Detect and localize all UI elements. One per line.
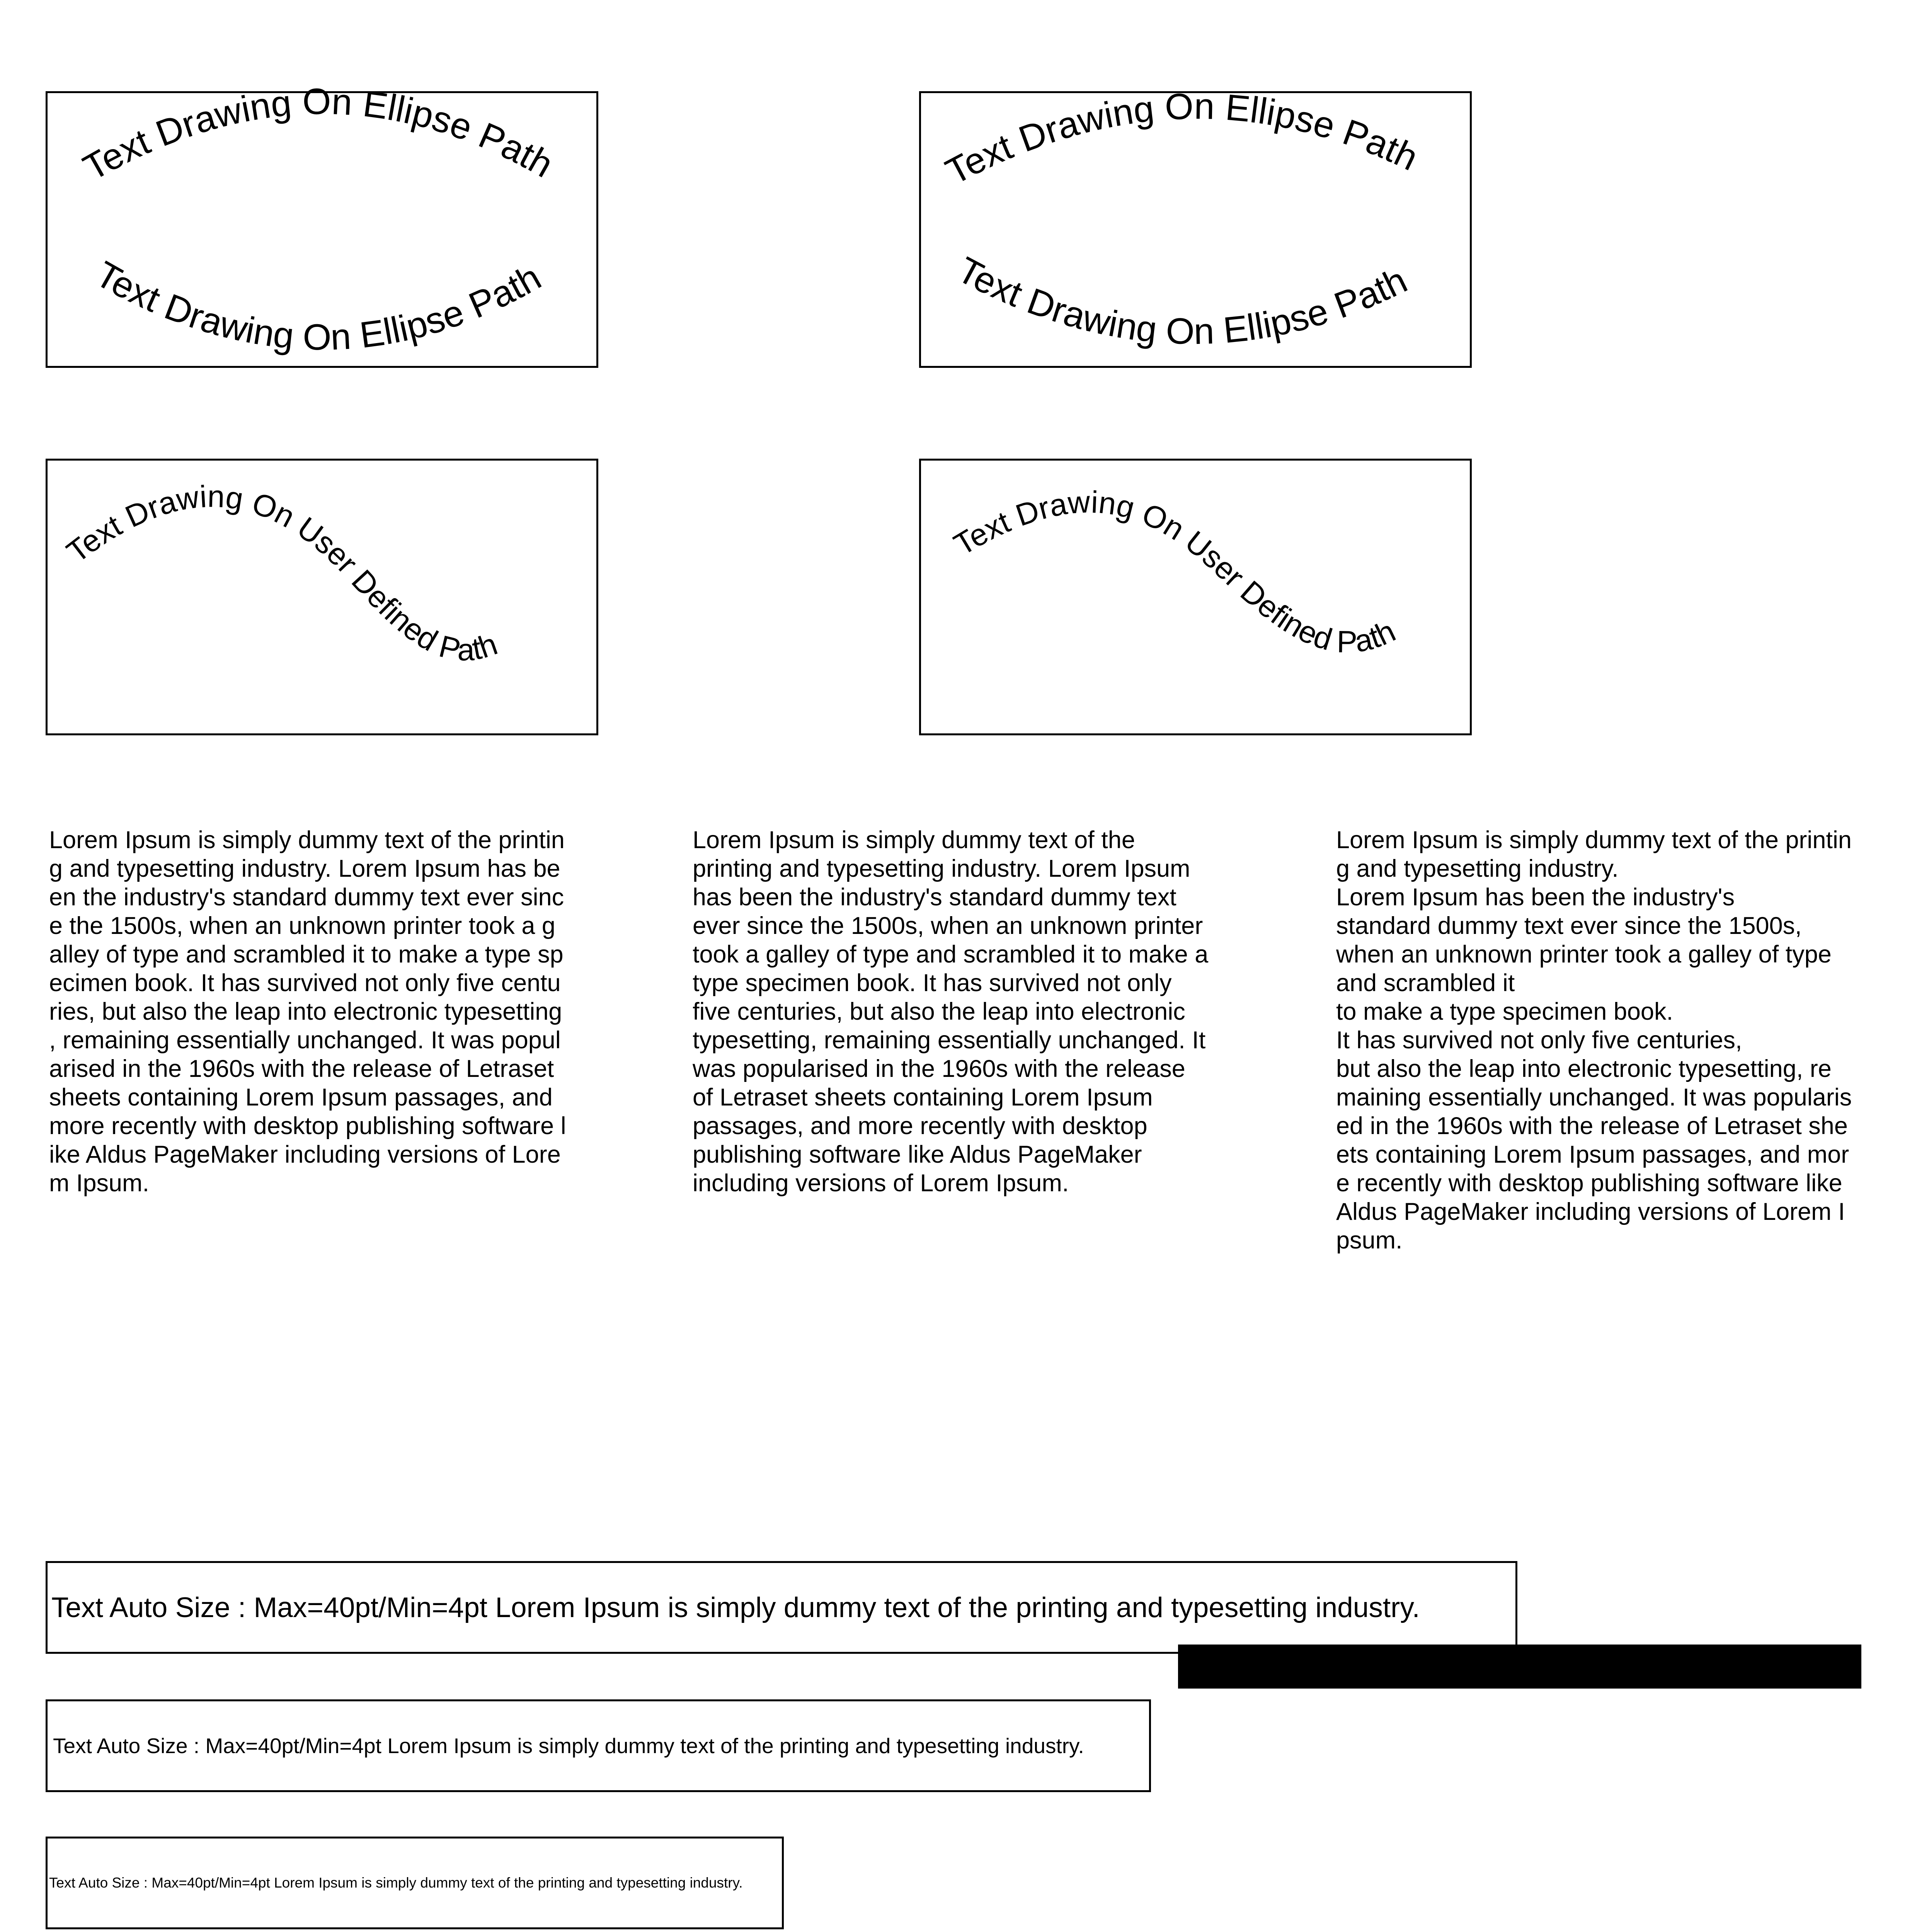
- auto-size-box-small: [46, 1837, 784, 1929]
- black-bar: [1178, 1645, 1861, 1689]
- user-path-text-1: Text Drawing On User Defined Path: [60, 479, 502, 667]
- path-text-canvas: [0, 0, 1917, 773]
- auto-size-box-medium: [46, 1699, 1151, 1792]
- auto-size-text-medium: Text Auto Size : Max=40pt/Min=4pt Lorem Ipsum is simply dummy text of the printing and typesetting industry.: [53, 1734, 1084, 1758]
- ellipse-top-text-2: Text Drawing On Ellipse Path: [939, 85, 1425, 193]
- paragraph-column-3: Lorem Ipsum is simply dummy text of the printin g and typesetting industry. Lorem Ipsum has been the industry's standard dummy text ever since the 1500s, when an unknown printer took a galley of type and scrambled it to make a type specimen book. It has survived not only five centuries, but also the leap into electronic typesetting, re maining essentially unchanged. It was popularis ed in the 1960s with the release of Letraset she ets containing Lorem Ipsum passages, and mor e recently with desktop publishing software like Aldus PageMaker including versions of Lorem I psum.: [1336, 827, 1852, 1254]
- paragraph-column-1: Lorem Ipsum is simply dummy text of the printin g and typesetting industry. Lorem Ipsum has be en the industry's standard dummy text ever sinc e the 1500s, when an unknown printer took a g alley of type and scrambled it to make a type sp ecimen book. It has survived not only five centu ries, but also the leap into electronic typesetting , remaining essentially unchanged. It was popul arised in the 1960s with the release of Letraset sheets containing Lorem Ipsum passages, and more recently with desktop publishing software l ike Aldus PageMaker including versions of Lore m Ipsum.: [49, 827, 566, 1197]
- ellipse-top-text-1: Text Drawing On Ellipse Path: [77, 81, 560, 189]
- ellipse-bottom-text-1: Text Drawing On Ellipse Path: [89, 253, 548, 358]
- auto-size-text-large: Text Auto Size : Max=40pt/Min=4pt Lorem Ipsum is simply dummy text of the printing and typesetting industry.: [51, 1592, 1420, 1623]
- auto-size-text-small: Text Auto Size : Max=40pt/Min=4pt Lorem Ipsum is simply dummy text of the printing and typesetting industry.: [49, 1875, 743, 1891]
- user-path-text-2: Text Drawing On User Defined Path: [948, 484, 1401, 659]
- paragraph-column-2: Lorem Ipsum is simply dummy text of the printing and typesetting industry. Lorem Ipsum has been the industry's standard dummy text ever since the 1500s, when an unknown printer took a galley of type and scrambled it to make a type specimen book. It has survived not only five centuries, but also the leap into electronic typesetting, remaining essentially unchanged. It was popularised in the 1960s with the release of Letraset sheets containing Lorem Ipsum passages, and more recently with desktop publishing software like Aldus PageMaker including versions of Lorem Ipsum.: [693, 827, 1209, 1197]
- auto-size-box-large: [46, 1561, 1517, 1654]
- ellipse-bottom-text-2: Text Drawing On Ellipse Path: [951, 249, 1413, 352]
